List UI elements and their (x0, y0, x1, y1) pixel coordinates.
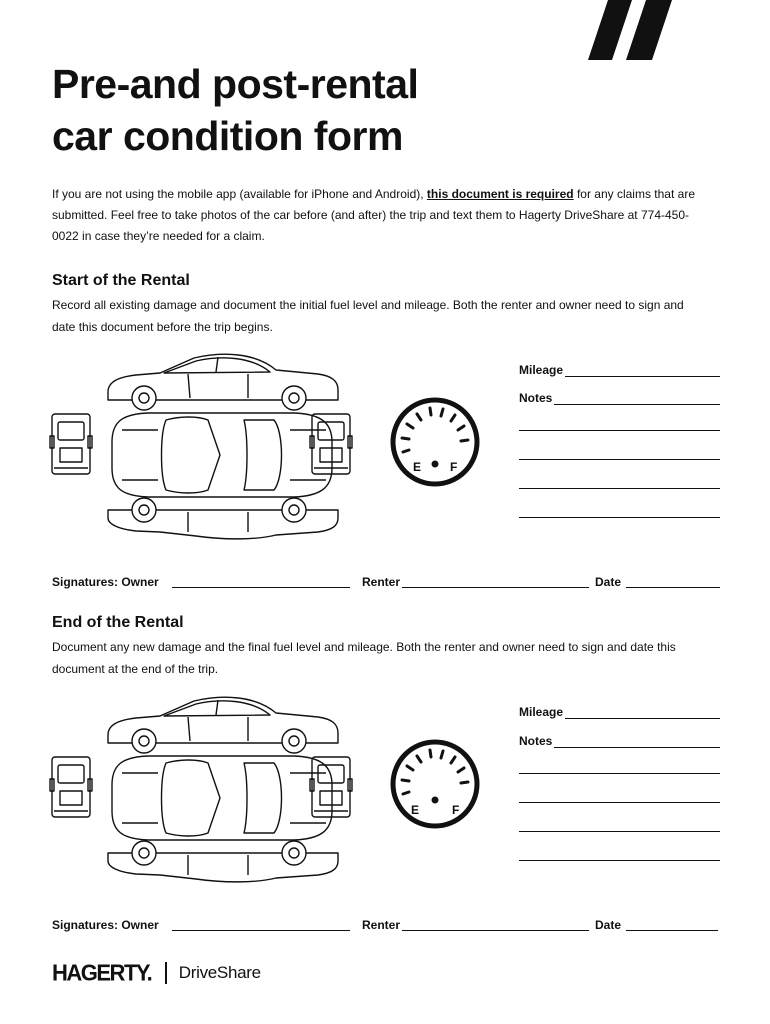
gauge-empty-label: E (413, 460, 422, 474)
gauge-ticks (402, 750, 468, 794)
end-notes-field[interactable] (519, 732, 720, 748)
end-notes-line-3[interactable] (519, 802, 720, 803)
footer-logo (52, 958, 261, 988)
gauge-needle-pivot (432, 797, 439, 804)
start-notes-line-5[interactable] (519, 517, 720, 518)
page-title (52, 58, 418, 162)
renter-signature-line[interactable] (402, 587, 589, 588)
driveshare-label: DriveShare (178, 963, 261, 982)
required-notice: this document is required (426, 187, 574, 201)
start-car-damage-diagram[interactable] (48, 350, 354, 540)
intro-paragraph (52, 184, 702, 247)
title-line-2: car condition form (52, 113, 403, 159)
car-rear-view (310, 757, 352, 817)
mileage-line[interactable] (565, 706, 720, 719)
owner-signature-line[interactable] (172, 587, 350, 588)
start-mileage-field[interactable] (519, 361, 720, 377)
end-notes-line-4[interactable] (519, 831, 720, 832)
car-side-view-bottom (108, 841, 338, 882)
car-side-view-top (108, 697, 338, 753)
end-signature-row (52, 916, 720, 932)
title-line-1: Pre-and post-rental (52, 61, 419, 107)
intro-text-start: If you are not using the mobile app (available for iPhone and Android), (52, 187, 427, 201)
end-notes-line-2[interactable] (519, 773, 720, 774)
gauge-ticks (402, 408, 468, 452)
end-fuel-gauge[interactable] (389, 738, 481, 830)
end-car-damage-diagram[interactable] (48, 693, 354, 883)
date-label: Date (595, 575, 622, 589)
car-side-view-top (108, 354, 338, 410)
notes-label: Notes (519, 734, 553, 748)
notes-line[interactable] (554, 392, 720, 405)
start-notes-line-3[interactable] (519, 459, 720, 460)
hagerty-logo: HAGERTY. (52, 959, 152, 986)
car-front-view (50, 414, 92, 474)
renter-signature-label: Renter (362, 575, 401, 589)
start-notes-line-4[interactable] (519, 488, 720, 489)
logo-divider (165, 962, 167, 984)
gauge-full-label: F (452, 803, 460, 817)
date-label: Date (595, 918, 622, 932)
car-rear-view (310, 414, 352, 474)
mileage-line[interactable] (565, 364, 720, 377)
start-notes-field[interactable] (519, 389, 720, 405)
car-top-view (112, 756, 332, 840)
date-line[interactable] (626, 930, 718, 931)
end-section-title: End of the Rental (52, 614, 184, 631)
car-top-view (112, 413, 332, 497)
start-section-title: Start of the Rental (52, 272, 190, 289)
gauge-needle-pivot (432, 461, 439, 468)
owner-signature-label: Signatures: Owner (52, 918, 159, 932)
car-side-view-bottom (108, 498, 338, 539)
car-front-view (50, 757, 92, 817)
owner-signature-line[interactable] (172, 930, 350, 931)
mileage-label: Mileage (519, 363, 564, 377)
date-line[interactable] (626, 587, 720, 588)
brand-stripes-logo (588, 0, 672, 60)
gauge-empty-label: E (411, 803, 420, 817)
start-section-description: Record all existing damage and document the initial fuel level and mileage. Both the renter and owner need to sign and date this document before the trip begins. (52, 298, 684, 334)
intro-text-end: for any claims that are submitted. Feel free to take photos of the car before (and after) the trip and text them to Hagerty DriveShare at 774-450-0022 in case they’re needed for a claim. (52, 187, 695, 243)
renter-signature-label: Renter (362, 918, 401, 932)
start-notes-line-2[interactable] (519, 430, 720, 431)
gauge-full-label: F (450, 460, 458, 474)
start-fuel-gauge[interactable] (389, 396, 481, 488)
notes-label: Notes (519, 391, 553, 405)
end-notes-line-5[interactable] (519, 860, 720, 861)
start-signature-row (52, 573, 720, 589)
end-mileage-field[interactable] (519, 703, 720, 719)
renter-signature-line[interactable] (402, 930, 589, 931)
owner-signature-label: Signatures: Owner (52, 575, 159, 589)
end-section-description: Document any new damage and the final fuel level and mileage. Both the renter and owner need to sign and date this document at the end of the trip. (52, 640, 676, 676)
notes-line[interactable] (554, 735, 720, 748)
mileage-label: Mileage (519, 705, 564, 719)
